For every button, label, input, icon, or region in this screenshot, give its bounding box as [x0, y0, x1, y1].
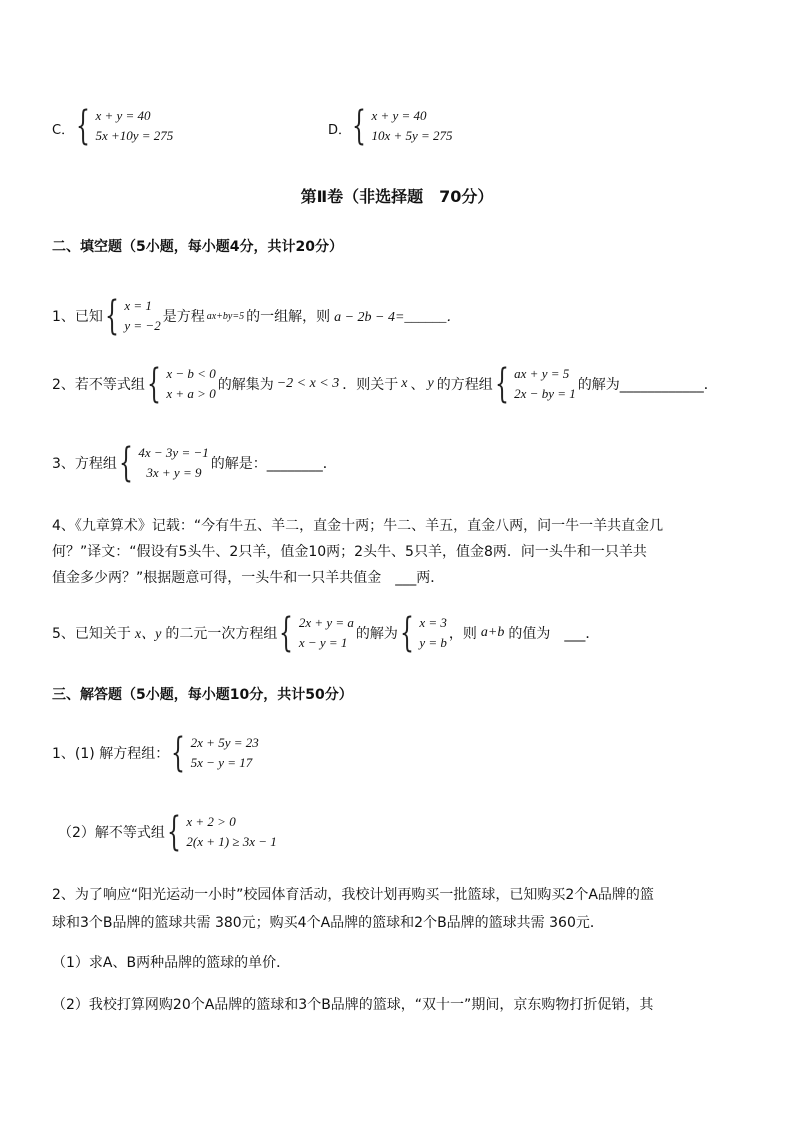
q3-tail: 的解是：________． — [210, 456, 337, 472]
q3-prefix: 3、方程组 — [52, 456, 117, 472]
q1-expr: a − 2b − 4=______． — [334, 310, 461, 325]
option-c-eq1: x + y = 40 — [95, 108, 151, 123]
q1-eq1: x = 1 — [124, 298, 152, 313]
q2-eq4: 2x − by = 1 — [514, 386, 576, 401]
q2-var-y: y — [427, 376, 434, 391]
p1b-eq2: 2(x + 1) ≥ 3x − 1 — [186, 834, 277, 849]
p1-system — [171, 730, 259, 776]
question-3 — [52, 440, 337, 486]
option-c-system — [76, 103, 174, 149]
problem-1 — [52, 730, 261, 776]
q5-mid2: 的解为 — [355, 626, 398, 642]
problem-1-part-2 — [58, 809, 279, 855]
q5-vars: x、y — [134, 627, 162, 642]
q2-system-2 — [494, 361, 576, 407]
p2-sub2: （2）我校打算网购20个A品牌的篮球和3个B品牌的篮球，“双十一”期间，京东购物打折促销，其 — [52, 997, 654, 1013]
q5-system-1 — [279, 610, 354, 656]
q1-prefix: 1、已知 — [52, 309, 103, 325]
brace-icon: { — [146, 361, 161, 407]
p2-line1: 2、为了响应“阳光运动一小时”校园体育活动，我校计划再购买一批篮球，已知购买2个A品牌的篮 — [52, 887, 654, 903]
q5-prefix: 5、已知关于 — [52, 626, 131, 642]
q4-line2: 何？”译文：“假设有5头牛、2只羊，值金10两；2头牛、5只羊，值金8两．问一头牛和一只羊共 — [52, 544, 647, 560]
q2-range: −2 < x < 3 — [276, 376, 340, 391]
option-d-system — [352, 103, 453, 149]
q5-eq3: x = 3 — [419, 615, 447, 630]
option-c-eq2: 5x +10y = 275 — [95, 128, 174, 143]
q1-equation: ax+by=5 — [206, 310, 245, 322]
question-2 — [52, 361, 718, 407]
q3-system — [118, 440, 209, 486]
q2-mid2: ．则关于 — [342, 377, 399, 393]
option-d-label: D． — [328, 123, 352, 138]
q5-mid1: 的二元一次方程组 — [165, 626, 278, 642]
question-5 — [52, 610, 600, 656]
q3-eq1: 4x − 3y = −1 — [138, 445, 209, 460]
q5-tail: 的值为 ___． — [508, 626, 600, 642]
question-1 — [52, 293, 461, 339]
p1-eq1: 2x + 5y = 23 — [190, 735, 259, 750]
q5-eq2: x − y = 1 — [298, 635, 348, 650]
brace-icon: { — [118, 440, 133, 486]
p1-prefix: 1、(1) 解方程组： — [52, 746, 170, 762]
q5-mid3: ，则 — [448, 626, 477, 642]
brace-icon: { — [494, 361, 509, 407]
q2-eq3: ax + y = 5 — [514, 366, 570, 381]
q5-eq1: 2x + y = a — [298, 615, 354, 630]
q5-expr: a+b — [480, 625, 505, 640]
section2-heading: 二、填空题（5小题，每小题4分，共计20分） — [52, 239, 343, 255]
brace-icon: { — [166, 809, 181, 855]
q4-line3: 值金多少两？”根据题意可得，一头牛和一只羊共值金 ___两． — [52, 570, 445, 586]
q5-eq4: y = b — [419, 635, 447, 650]
p1b-eq1: x + 2 > 0 — [186, 814, 236, 829]
q2-eq2: x + a > 0 — [166, 386, 216, 401]
section3-heading: 三、解答题（5小题，每小题10分，共计50分） — [52, 687, 353, 703]
p1b-system — [166, 809, 277, 855]
q2-system-1 — [146, 361, 216, 407]
q2-tail: 的解为____________． — [577, 377, 718, 393]
brace-icon: { — [104, 293, 119, 339]
q3-eq2: 3x + y = 9 — [146, 465, 202, 480]
q1-tail: 的一组解，则 — [246, 309, 331, 325]
q2-var-x: x — [401, 376, 408, 391]
q2-prefix: 2、若不等式组 — [52, 377, 145, 393]
option-d-eq1: x + y = 40 — [371, 108, 427, 123]
q5-system-2 — [399, 610, 447, 656]
p2-sub1: （1）求A、B两种品牌的篮球的单价． — [52, 955, 291, 971]
q4-line1: 4、《九章算术》记载：“今有牛五、羊二，直金十两；牛二、羊五，直金八两，问一牛一羊共直金几 — [52, 518, 664, 534]
part2-title: 第Ⅱ卷（非选择题 70分） — [300, 187, 494, 206]
p1-eq2: 5x − y = 17 — [190, 755, 253, 770]
q2-eq1: x − b < 0 — [166, 366, 216, 381]
q1-system — [104, 293, 161, 339]
p1b-prefix: （2）解不等式组 — [58, 825, 165, 841]
brace-icon: { — [76, 103, 90, 149]
q2-mid3: 的方程组 — [436, 377, 493, 393]
option-c-label: C． — [52, 123, 75, 138]
brace-icon: { — [352, 103, 366, 149]
q1-mid: 是方程 — [162, 309, 205, 325]
q2-sep: 、 — [410, 377, 425, 393]
p2-line2: 球和3个B品牌的篮球共需 380元；购买4个A品牌的篮球和2个B品牌的篮球共需 360元． — [52, 915, 604, 931]
q2-mid1: 的解集为 — [217, 377, 274, 393]
brace-icon: { — [171, 730, 186, 776]
option-d-eq2: 10x + 5y = 275 — [371, 128, 453, 143]
brace-icon: { — [279, 610, 294, 656]
brace-icon: { — [399, 610, 414, 656]
q1-eq2: y = −2 — [124, 318, 161, 333]
